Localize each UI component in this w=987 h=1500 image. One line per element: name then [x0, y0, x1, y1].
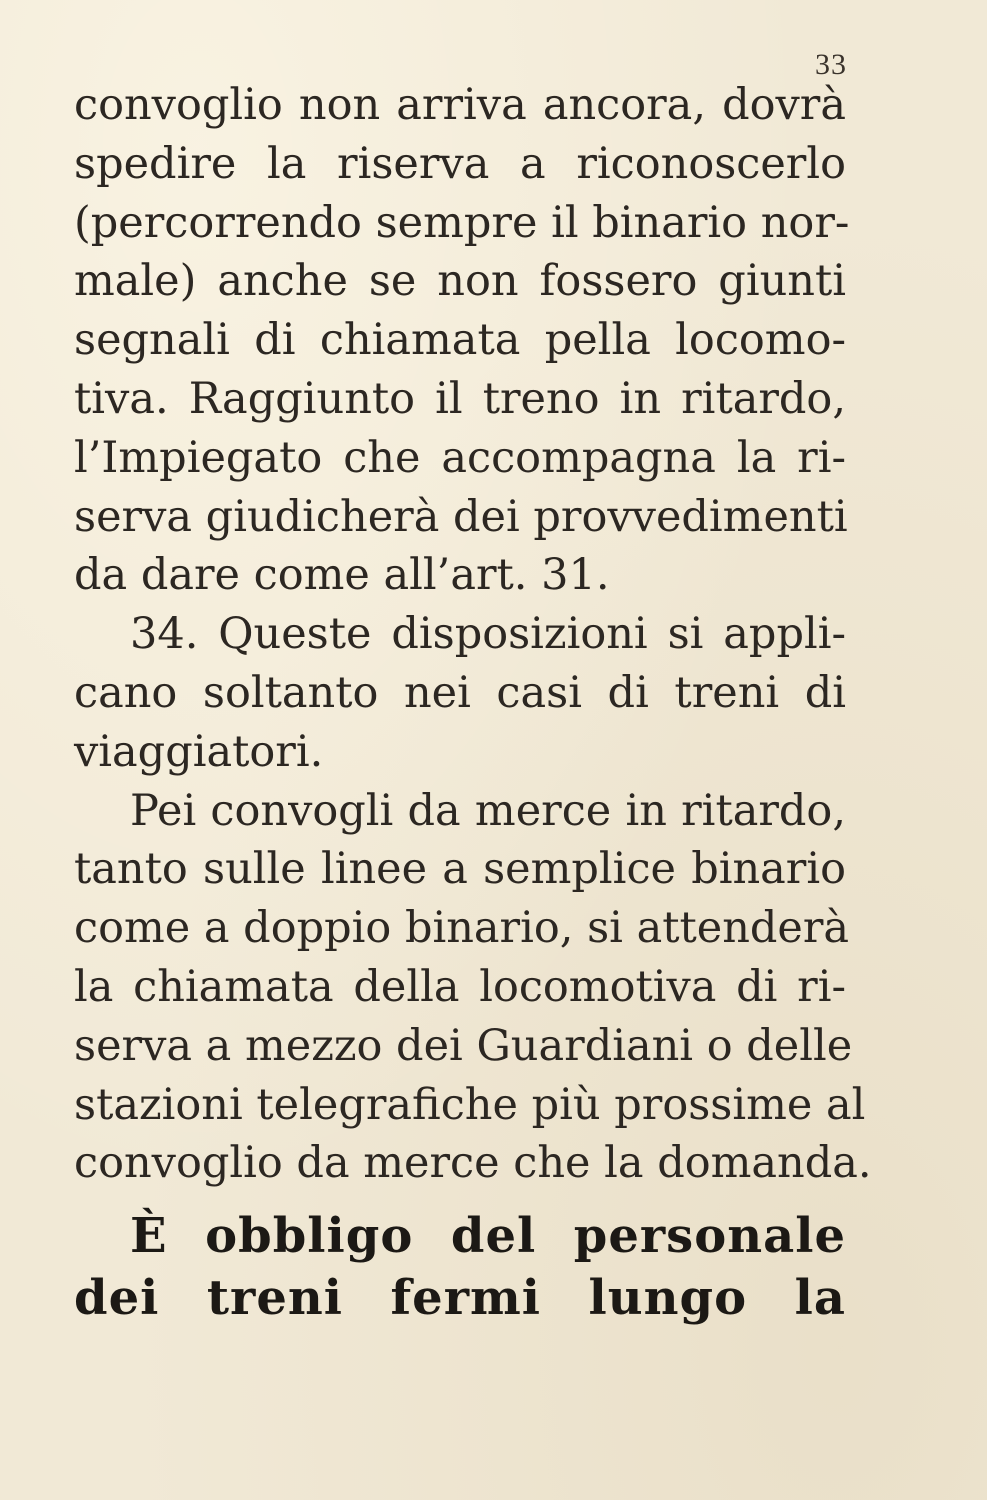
- text-line: serva giudicherà dei provvedimenti: [74, 491, 848, 542]
- text-line: l’Impiegato che accompagna la ri-: [74, 432, 846, 483]
- bold-text-line: È obbligo del personale: [130, 1208, 846, 1264]
- text-line: tiva. Raggiunto il treno in ritardo,: [74, 373, 846, 424]
- text-line: la chiamata della locomotiva di ri-: [74, 961, 846, 1012]
- page-number: 33: [815, 48, 847, 81]
- text-line: convoglio da merce che la domanda.: [74, 1138, 872, 1189]
- text-line: stazioni telegrafiche più prossime al: [74, 1079, 866, 1130]
- text-line: da dare come all’art. 31.: [74, 550, 610, 601]
- paragraph-2: [74, 605, 846, 781]
- text-line: cano soltanto nei casi di treni di: [74, 667, 846, 718]
- bold-paragraph: [74, 1205, 846, 1329]
- text-line: male) anche se non fossero giunti: [74, 256, 846, 307]
- text-line: serva a mezzo dei Guardiani o delle: [74, 1020, 853, 1071]
- paragraph-1: [74, 76, 850, 605]
- bold-text-line: dei treni fermi lungo la: [74, 1270, 846, 1326]
- text-line: tanto sulle linee a semplice binario: [74, 844, 846, 895]
- text-line: segnali di chiamata pella locomo-: [74, 315, 846, 366]
- text-line: come a doppio binario, si attenderà: [74, 903, 850, 954]
- text-line: spedire la riserva a riconoscerlo: [74, 138, 846, 189]
- text-line: Pei convogli da merce in ritardo,: [130, 785, 846, 836]
- body-text: [74, 76, 872, 1193]
- text-line: (percorrendo sempre il binario nor-: [74, 197, 850, 248]
- paragraph-3: [74, 782, 872, 1194]
- text-line: 34. Queste disposizioni si appli-: [130, 609, 846, 660]
- text-line: convoglio non arriva ancora, dovrà: [74, 80, 846, 130]
- text-line: viaggiatori.: [74, 726, 324, 777]
